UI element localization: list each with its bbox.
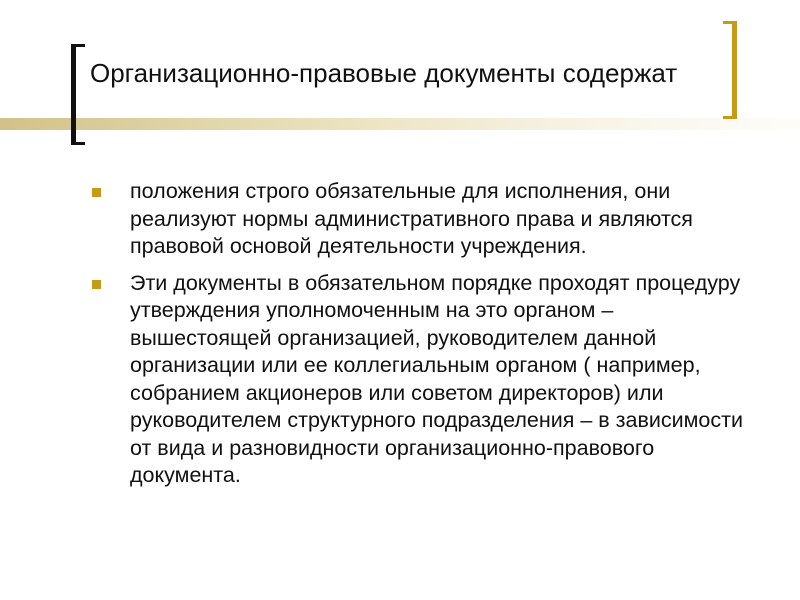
bullet-text: положения строго обязательные для исполнения, они реализуют нормы административного права и являются правовой основой деятельности учреждения.	[130, 179, 693, 258]
slide-title: Организационно-правовые документы содержат	[90, 58, 678, 88]
bullet-item	[90, 270, 760, 490]
square-bullet-icon	[92, 280, 101, 289]
title-divider-band	[0, 118, 800, 130]
right-bracket-decoration	[723, 21, 737, 119]
square-bullet-icon	[92, 188, 101, 197]
left-bracket-decoration	[71, 44, 85, 145]
bullet-list	[90, 178, 760, 499]
bullet-text: Эти документы в обязательном порядке проходят процедуру утверждения уполномоченным на это органом – вышестоящей организацией, руководителем данной организации или ее коллегиальным органом ( например, собранием акционеров или советом директоров) или руководителем структурного подразделения – в зависимости от вида и разновидности организационно-правового документа.	[130, 270, 743, 487]
bullet-item	[90, 178, 760, 261]
